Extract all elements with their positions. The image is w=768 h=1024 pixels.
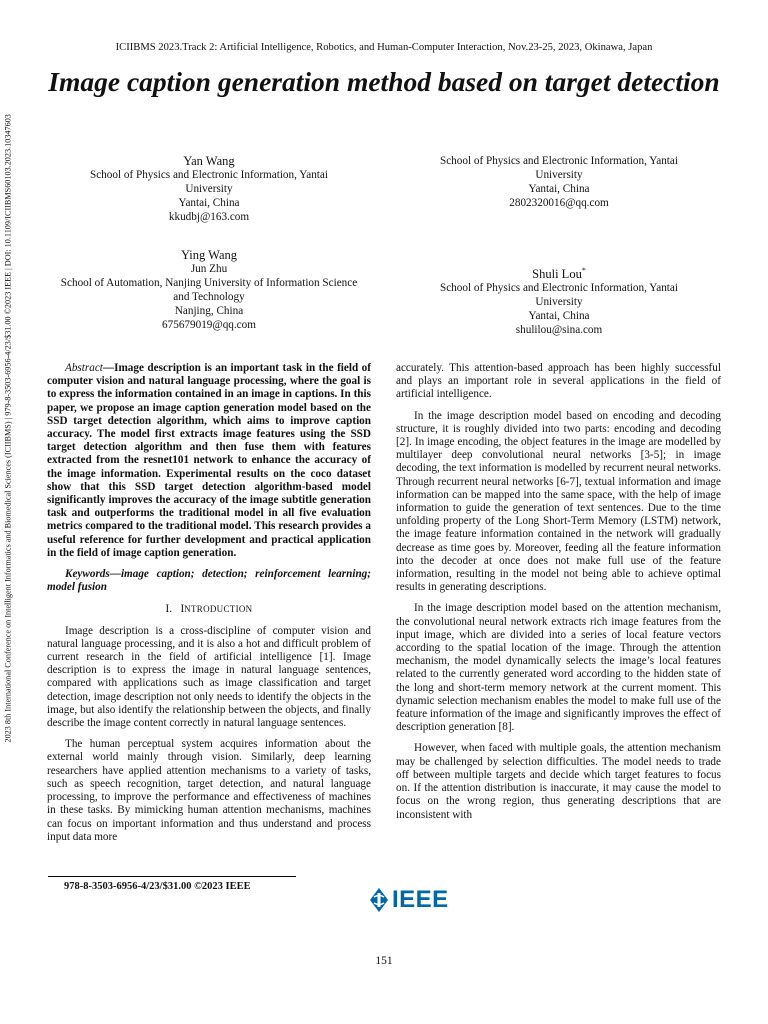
author-name: Yan Wang [183, 154, 235, 168]
corresponding-mark: * [581, 266, 586, 275]
author-block-4 [416, 264, 702, 337]
section-number: I. [165, 603, 173, 616]
keywords-text: image caption; detection; reinforcement learning; model fusion [47, 568, 371, 594]
body-paragraph: However, when faced with multiple goals, the attention mechanism may be challenged by selection difficulties. The model needs to trade off between multiple targets and decide which target features to focus on. If the attention distribution is inaccurate, it may cause the model to focus on the wrong region, thus generating descriptions that are inconsistent with [396, 742, 721, 821]
keywords [47, 568, 371, 594]
copyright-footnote: 978-8-3503-6956-4/23/$31.00 ©2023 IEEE [64, 881, 251, 892]
keywords-label: Keywords [65, 568, 110, 581]
author-email: shulilou@sina.com [515, 324, 603, 337]
author-city: Yantai, China [178, 197, 240, 209]
author-name: Ying Wang [180, 248, 238, 262]
author-email: 2802320016@qq.com [509, 197, 609, 209]
section-heading-introduction [47, 603, 371, 616]
section-title-initial: I [180, 603, 185, 616]
abstract-dash: — [102, 362, 115, 374]
abstract-text: Image description is an important task in the field of computer vision and natural language processing, where the goal is to express the information contained in an image in captions. In this paper, we propose an image caption generation model based on the SSD target detection algorithm, which aims to improve caption accuracy. The model first extracts image features using the SSD target detection algorithm and then fuse them with features extracted from the resnet101 network to enhance the accuracy of the image information. Experimental results on the coco dataset show that this SSD target detection algorithm-based model significantly improves the accuracy of the image subtitle generation task and outperforms the traditional model in all five evaluation metrics compared to the traditional model. This research provides a useful reference for further development and practical application in the field of image caption generation. [47, 362, 371, 559]
author-affiliation: School of Automation, Nanjing University of Information Science and Technology [60, 277, 358, 303]
author-name-2: Jun Zhu [190, 263, 228, 275]
author-block-2 [416, 154, 702, 210]
abstract-label: Abstract [65, 362, 103, 374]
footnote-rule [48, 876, 296, 877]
author-block-1 [66, 154, 352, 224]
author-affiliation: School of Physics and Electronic Information, Yantai University [439, 282, 678, 309]
author-name-line [416, 264, 702, 281]
ieee-logo [369, 886, 449, 914]
body-paragraph: Image description is a cross-discipline of computer vision and natural language processing, and it is also a hot and difficult problem of current research in the field of artificial intelligence [1]. Image description is to express the image in natural language sentences, compared with applications such as image classification and target detection, image description not only needs to identify the objects in the image, but also identify the relationship between the objects, and finally describe the image content correctly in natural language sentences. [47, 624, 371, 730]
right-column [396, 362, 721, 830]
section-title-rest: NTRODUCTION [184, 604, 253, 615]
body-paragraph: The human perceptual system acquires information about the external world mainly through vision. Similarly, deep learning researchers have applied attention mechanisms to a variety of tasks, such as speech recognition, target detection, and natural language processing, to improve the performance and effectiveness of machines in these tasks. By mimicking human attention mechanisms, machines can focus on important information and thus understand and process input data more [47, 738, 371, 843]
author-city: Nanjing, China [174, 305, 244, 317]
author-affiliation: School of Physics and Electronic Information, Yantai University [439, 155, 678, 181]
body-paragraph: In the image description model based on the attention mechanism, the convolutional neural network extracts rich image features from the input image, which are divided into a series of local feature vectors according to the spatial location of the image. Through the attention mechanism, the model dynamically selects the image’s local features related to the currently generated word according to the hidden state of the long and short-term memory network at the current moment. This dynamic selection mechanism enables the model to make full use of the feature information of the image and significantly improves the effect of description generation [8]. [396, 602, 721, 734]
sidebar-doi-text: 2023 8th International Conference on Intelligent Informatics and Biomedical Sciences (ICIIBMS) | 979-8-3503-6956-4/23/$31.00 ©2023 IEEE | DOI: 10.1109/ICIIBMS60103.2023.10347603 [3, 114, 13, 743]
page-number: 151 [375, 955, 393, 967]
left-column [47, 362, 371, 852]
author-email: 675679019@qq.com [162, 319, 256, 331]
author-block-3 [54, 248, 364, 332]
body-paragraph: accurately. This attention-based approach has been highly successful and plays an important role in several applications in the field of artificial intelligence. [396, 362, 721, 401]
author-name: Shuli Lou [532, 267, 582, 282]
abstract [47, 362, 371, 560]
author-affiliation: School of Physics and Electronic Information, Yantai University [89, 169, 328, 195]
author-city: Yantai, China [528, 310, 590, 323]
author-email: kkudbj@163.com [168, 211, 250, 223]
author-city: Yantai, China [528, 183, 590, 195]
body-paragraph: In the image description model based on encoding and decoding structure, it is roughly divided into two parts: encoding and decoding [2]. In image encoding, the object features in the image are modelled by multilayer deep convolutional neural networks [3-5]; in image decoding, the text information is modelled by recurrent neural networks. Through recurrent neural networks [6-7], textual information and image information can be mapped into the same space, with the help of image information to guide the generation of text sentences. Due to the time unfolding property of the Long Short-Term Memory (LSTM) network, the image feature information contained in the network will gradually decrease as time goes by. Moreover, feeding all the feature information into the decoder at once does not make full use of the feature information, resulting in the model not being able to achieve optimal results in generating descriptions. [396, 409, 721, 594]
keywords-dash: — [109, 568, 121, 581]
ieee-logo-text: IEEE [392, 886, 449, 913]
ieee-diamond-icon [369, 887, 389, 913]
conference-header: ICIIBMS 2023.Track 2: Artificial Intelligence, Robotics, and Human-Computer Interaction, Nov.23-25, 2023, Okinawa, Japan [115, 42, 653, 53]
paper-title: Image caption generation method based on target detection [48, 66, 720, 97]
